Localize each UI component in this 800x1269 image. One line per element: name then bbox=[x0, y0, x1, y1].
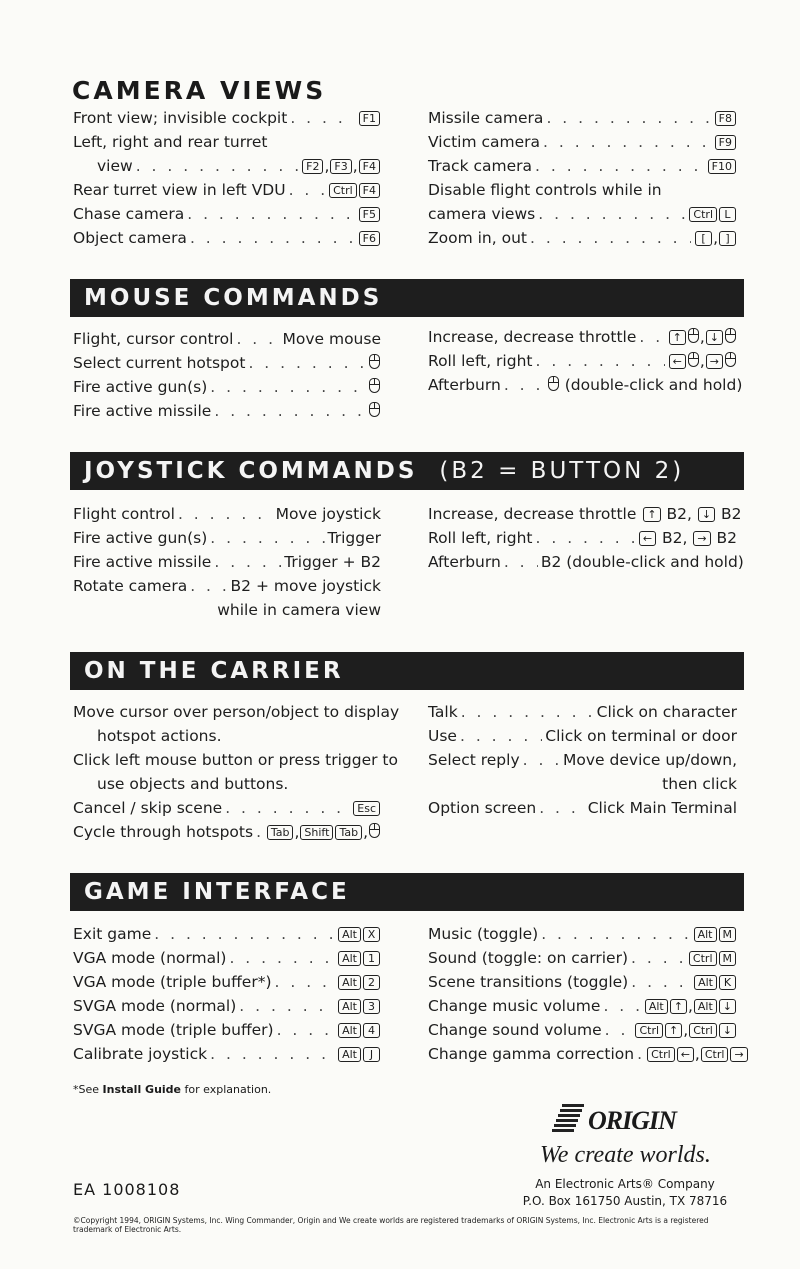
row bbox=[73, 1018, 381, 1042]
mouse-icon bbox=[369, 823, 380, 838]
row-label: Object camera bbox=[73, 229, 187, 247]
joystick-commands-left bbox=[73, 502, 381, 622]
key: Tab bbox=[267, 825, 294, 840]
row: Cycle through hotspots . . . Tab , Shift Tab , bbox=[73, 820, 381, 844]
row bbox=[73, 598, 381, 622]
row: Roll left, right . . . ← B2, → B2 bbox=[428, 526, 737, 550]
row bbox=[428, 154, 737, 178]
row bbox=[73, 399, 381, 423]
row: Change music volume . . . Alt ↑ , Alt ↓ bbox=[428, 994, 737, 1018]
row-value: Move mouse bbox=[282, 330, 381, 348]
row: Roll left, right . . . ← , → bbox=[428, 349, 737, 373]
origin-brand: ORIGIN bbox=[588, 1106, 676, 1135]
row bbox=[73, 970, 381, 994]
key: Alt bbox=[694, 975, 717, 990]
key: F4 bbox=[359, 183, 380, 198]
key: 3 bbox=[363, 999, 380, 1014]
row-suffix: B2 bbox=[716, 529, 737, 547]
row-label: Flight, cursor control bbox=[73, 330, 234, 348]
copyright: ©Copyright 1994, ORIGIN Systems, Inc. Wing Commander, Origin and We create worlds are registered trademarks of ORIGIN Systems, Inc. Electronic Arts is a registered trademark of Electronic Arts. bbox=[73, 1216, 709, 1234]
row-label: SVGA mode (normal) bbox=[73, 997, 237, 1015]
row bbox=[73, 526, 381, 550]
key: Alt bbox=[338, 975, 361, 990]
origin-grid-icon bbox=[552, 1104, 584, 1132]
key: → bbox=[730, 1047, 747, 1062]
key: 2 bbox=[363, 975, 380, 990]
game-interface-title: GAME INTERFACE bbox=[70, 873, 744, 911]
row bbox=[73, 130, 381, 154]
key: ↑ bbox=[670, 999, 687, 1014]
key: 1 bbox=[363, 951, 380, 966]
row bbox=[73, 700, 400, 724]
key: ← bbox=[639, 531, 656, 546]
row-label: Rotate camera bbox=[73, 577, 188, 595]
row-value: Click Main Terminal bbox=[587, 799, 737, 817]
company-line1: An Electronic Arts® Company bbox=[535, 1177, 715, 1191]
row bbox=[73, 351, 381, 375]
row-label: Victim camera bbox=[428, 133, 541, 151]
row bbox=[73, 796, 381, 820]
row bbox=[73, 772, 381, 796]
row-label: Change gamma correction bbox=[428, 1045, 635, 1063]
key: Alt bbox=[694, 999, 717, 1014]
key: Alt bbox=[338, 999, 361, 1014]
row-label: Front view; invisible cockpit bbox=[73, 109, 288, 127]
key: Alt bbox=[338, 1047, 361, 1062]
row bbox=[428, 922, 737, 946]
key: M bbox=[719, 927, 737, 942]
row-value: B2 (double-click and hold) bbox=[540, 553, 744, 571]
key: L bbox=[719, 207, 736, 222]
footnote-suffix: for explanation. bbox=[184, 1083, 272, 1096]
key: ] bbox=[719, 231, 736, 246]
mouse-icon bbox=[725, 328, 736, 343]
row-value: Trigger + B2 bbox=[284, 553, 381, 571]
row-label: Flight control bbox=[73, 505, 175, 523]
company-line2: P.O. Box 161750 Austin, TX 78716 bbox=[522, 1194, 728, 1208]
row bbox=[73, 550, 381, 574]
row bbox=[73, 502, 381, 526]
row bbox=[428, 202, 737, 226]
row bbox=[73, 106, 381, 130]
row bbox=[428, 130, 737, 154]
footnote-bold: Install Guide bbox=[102, 1083, 182, 1096]
row-label: Afterburn bbox=[428, 553, 501, 571]
row-label: Cancel / skip scene bbox=[73, 799, 223, 817]
row bbox=[73, 226, 381, 250]
key: F9 bbox=[715, 135, 736, 150]
key: F4 bbox=[359, 159, 380, 174]
mouse-both-buttons-icon bbox=[369, 402, 380, 417]
mouse-commands-title: MOUSE COMMANDS bbox=[70, 279, 744, 317]
row-label: Move cursor over person/object to display bbox=[73, 703, 400, 721]
company-info bbox=[520, 1176, 730, 1210]
row-label: Change sound volume bbox=[428, 1021, 602, 1039]
row-label: Sound (toggle: on carrier) bbox=[428, 949, 629, 967]
row bbox=[73, 922, 381, 946]
joystick-subtitle: (B2 = BUTTON 2) bbox=[439, 458, 685, 484]
mouse-left-button-icon bbox=[369, 378, 380, 393]
key: Alt bbox=[338, 951, 361, 966]
key: F1 bbox=[359, 111, 380, 126]
row-value: Move device up/down, bbox=[563, 751, 737, 769]
row-value: then click bbox=[662, 775, 737, 793]
key: F10 bbox=[708, 159, 736, 174]
row-label: Scene transitions (toggle) bbox=[428, 973, 629, 991]
mouse-icon bbox=[548, 376, 559, 391]
game-interface-right bbox=[428, 922, 744, 1066]
key: F2 bbox=[302, 159, 323, 174]
row: Increase, decrease throttle ↑ B2, ↓ B2 bbox=[428, 502, 737, 526]
key: ↑ bbox=[665, 1023, 682, 1038]
key: [ bbox=[695, 231, 712, 246]
key: F5 bbox=[359, 207, 380, 222]
mouse-icon bbox=[725, 352, 736, 367]
key: ↓ bbox=[719, 999, 736, 1014]
row-label: Fire active gun(s) bbox=[73, 378, 208, 396]
row-label: hotspot actions. bbox=[97, 727, 222, 745]
row-label: Select current hotspot bbox=[73, 354, 246, 372]
row-label: Fire active gun(s) bbox=[73, 529, 208, 547]
mouse-icon bbox=[688, 352, 699, 367]
mouse-icon bbox=[688, 328, 699, 343]
key: 4 bbox=[363, 1023, 380, 1038]
row-suffix: B2 bbox=[666, 505, 688, 523]
row-label: Missile camera bbox=[428, 109, 544, 127]
key: Ctrl bbox=[329, 183, 357, 198]
key: Ctrl bbox=[689, 207, 717, 222]
key: Tab bbox=[335, 825, 362, 840]
row-label: Increase, decrease throttle bbox=[428, 328, 637, 346]
row bbox=[428, 946, 737, 970]
key: ← bbox=[677, 1047, 694, 1062]
row-value: while in camera view bbox=[217, 601, 381, 619]
row bbox=[428, 796, 737, 820]
row-label: Calibrate joystick bbox=[73, 1045, 208, 1063]
row-label: VGA mode (normal) bbox=[73, 949, 227, 967]
row-value: Click on terminal or door bbox=[545, 727, 737, 745]
row bbox=[73, 202, 381, 226]
row-label: Rear turret view in left VDU bbox=[73, 181, 286, 199]
row bbox=[73, 1042, 381, 1066]
mouse-commands-left bbox=[73, 327, 381, 423]
row-suffix: B2 bbox=[721, 505, 742, 523]
row bbox=[428, 550, 744, 574]
key: K bbox=[719, 975, 736, 990]
key: ← bbox=[669, 354, 686, 369]
row-label: Increase, decrease throttle bbox=[428, 505, 637, 523]
key: → bbox=[693, 531, 710, 546]
row bbox=[428, 178, 737, 202]
row: Change gamma correction . . . Ctrl ← , Ctrl → bbox=[428, 1042, 737, 1066]
row-value: (double-click and hold) bbox=[564, 376, 743, 394]
key: ↓ bbox=[719, 1023, 736, 1038]
row-label: Disable flight controls while in bbox=[428, 181, 662, 199]
row bbox=[73, 748, 398, 772]
row-label: Option screen bbox=[428, 799, 537, 817]
row-label: Use bbox=[428, 727, 457, 745]
key: J bbox=[363, 1047, 380, 1062]
joystick-commands-right bbox=[428, 502, 744, 574]
row bbox=[73, 724, 381, 748]
row-label: Afterburn bbox=[428, 376, 501, 394]
key: Ctrl bbox=[635, 1023, 663, 1038]
row-label: Exit game bbox=[73, 925, 152, 943]
origin-tagline: We create worlds. bbox=[540, 1142, 711, 1168]
row bbox=[428, 748, 737, 772]
ea-code: EA 1008108 bbox=[73, 1180, 181, 1199]
row: Change sound volume . . . Ctrl ↑ , Ctrl ↓ bbox=[428, 1018, 737, 1042]
row bbox=[73, 574, 381, 598]
row-suffix: B2 bbox=[661, 529, 683, 547]
key: X bbox=[363, 927, 380, 942]
row bbox=[428, 106, 737, 130]
row bbox=[428, 772, 737, 796]
row-value: Click on character bbox=[596, 703, 737, 721]
row-label: Track camera bbox=[428, 157, 533, 175]
joystick-commands-title bbox=[70, 452, 744, 490]
camera-views-right bbox=[428, 106, 737, 250]
key: F6 bbox=[359, 231, 380, 246]
camera-views-left bbox=[73, 106, 381, 250]
row-label: Cycle through hotspots bbox=[73, 823, 254, 841]
row-value: B2 + move joystick bbox=[230, 577, 381, 595]
key: F8 bbox=[715, 111, 736, 126]
row bbox=[73, 946, 381, 970]
key: Alt bbox=[338, 1023, 361, 1038]
row bbox=[73, 994, 381, 1018]
key: Alt bbox=[694, 927, 717, 942]
key: Ctrl bbox=[689, 951, 717, 966]
row-label: Change music volume bbox=[428, 997, 601, 1015]
row-label: camera views bbox=[428, 205, 536, 223]
key: M bbox=[719, 951, 737, 966]
row: view . . . F2 , F3 , F4 bbox=[73, 154, 381, 178]
on-the-carrier-left bbox=[73, 700, 400, 844]
row bbox=[428, 373, 743, 397]
footnote-prefix: *See bbox=[73, 1083, 100, 1096]
row bbox=[428, 724, 737, 748]
row-label: use objects and buttons. bbox=[97, 775, 289, 793]
mouse-commands-right bbox=[428, 325, 743, 397]
key: Ctrl bbox=[689, 1023, 717, 1038]
origin-logo bbox=[540, 1098, 740, 1168]
row: Zoom in, out . . . [ , ] bbox=[428, 226, 737, 250]
row-label: Talk bbox=[428, 703, 458, 721]
mouse-left-button-icon bbox=[369, 354, 380, 369]
key: Shift bbox=[300, 825, 333, 840]
row bbox=[73, 178, 381, 202]
row-value: Move joystick bbox=[275, 505, 381, 523]
key: ↓ bbox=[706, 330, 723, 345]
key: Alt bbox=[338, 927, 361, 942]
row-label: VGA mode (triple buffer*) bbox=[73, 973, 272, 991]
row-label: Music (toggle) bbox=[428, 925, 539, 943]
row bbox=[73, 327, 381, 351]
on-the-carrier-title: ON THE CARRIER bbox=[70, 652, 744, 690]
row-label: Zoom in, out bbox=[428, 229, 527, 247]
key: F3 bbox=[330, 159, 351, 174]
row-label: Left, right and rear turret bbox=[73, 133, 268, 151]
row-label: Roll left, right bbox=[428, 352, 533, 370]
key: ↑ bbox=[643, 507, 660, 522]
key: Ctrl bbox=[701, 1047, 729, 1062]
row-label: Select reply bbox=[428, 751, 520, 769]
camera-views-title: CAMERA VIEWS bbox=[72, 76, 327, 105]
row-label: Fire active missile bbox=[73, 402, 212, 420]
row: Increase, decrease throttle . . . ↑ , ↓ bbox=[428, 325, 737, 349]
on-the-carrier-right bbox=[428, 700, 737, 820]
row-label: Fire active missile bbox=[73, 553, 212, 571]
key: Esc bbox=[353, 801, 380, 816]
key: Alt bbox=[645, 999, 668, 1014]
row bbox=[428, 700, 737, 724]
row-label: Click left mouse button or press trigger to bbox=[73, 751, 398, 769]
row-label: view bbox=[97, 157, 133, 175]
key: → bbox=[706, 354, 723, 369]
row-label: Chase camera bbox=[73, 205, 185, 223]
game-interface-left bbox=[73, 922, 381, 1066]
row-value: Trigger bbox=[327, 529, 381, 547]
row bbox=[428, 970, 737, 994]
key: Ctrl bbox=[647, 1047, 675, 1062]
footnote bbox=[73, 1083, 271, 1096]
row-label: SVGA mode (triple buffer) bbox=[73, 1021, 274, 1039]
row bbox=[73, 375, 381, 399]
key: ↓ bbox=[698, 507, 715, 522]
key: ↑ bbox=[669, 330, 686, 345]
joystick-title-text: JOYSTICK COMMANDS bbox=[84, 458, 418, 484]
row-label: Roll left, right bbox=[428, 529, 533, 547]
